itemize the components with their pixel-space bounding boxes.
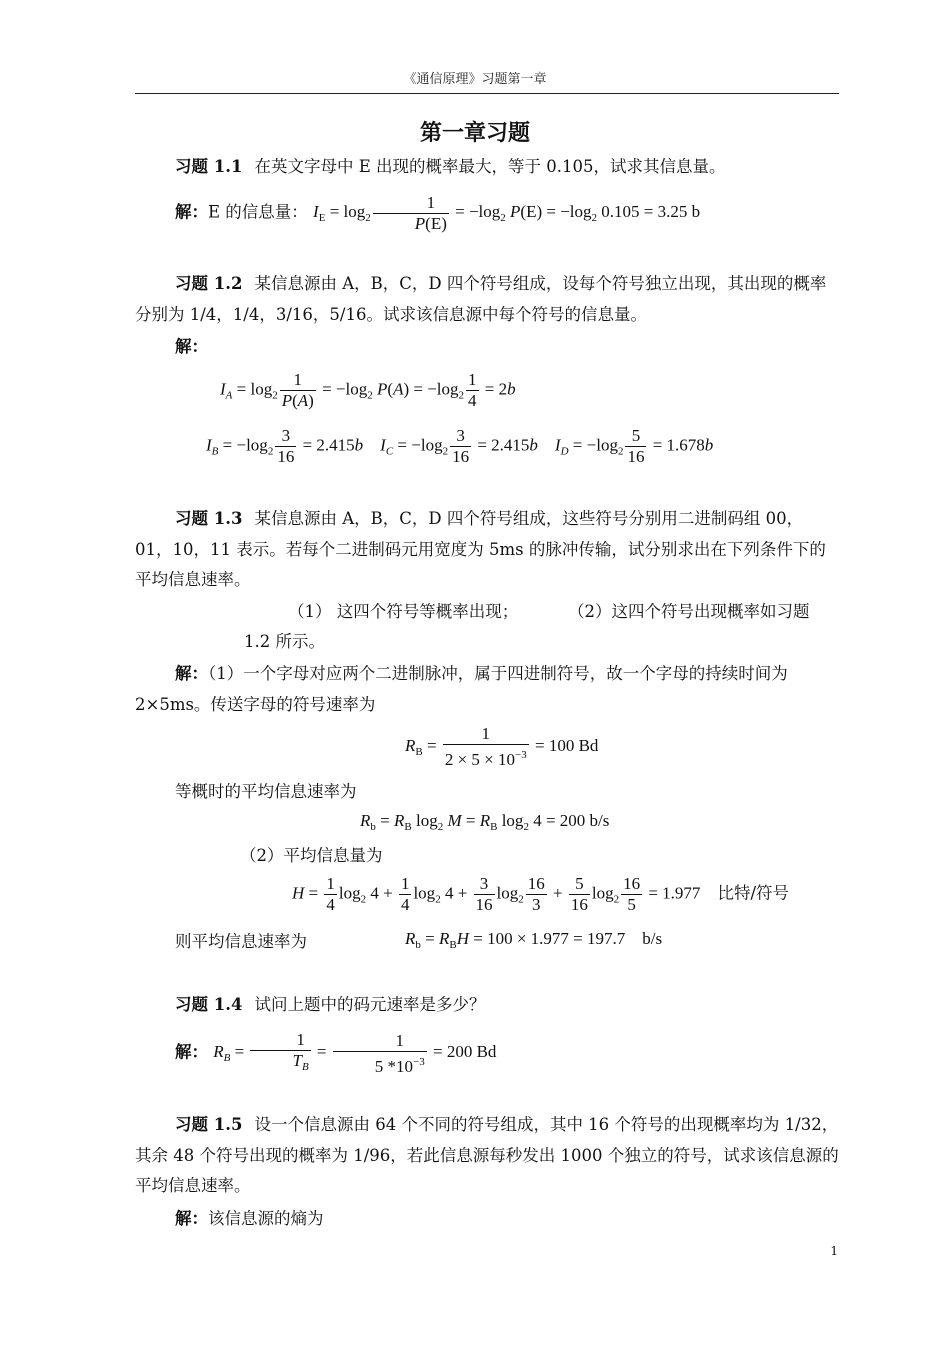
solution-1-1 [135,193,839,234]
equal-prob-text: 等概时的平均信息速率为 [175,782,357,801]
solution-label: 解： [175,1042,208,1062]
equation-ia: $I_A = \log_2$ $\frac{1}{P(A)}$ = $-\log_2$ $P(A) = -\log_2$ $\frac{1}{4}$ = 2b [220,370,516,410]
problem-text: 某信息源由 A，B，C，D 四个符号组成，设每个符号独立出现，其出现的概率分别为 1/4，1/4，3/16，5/16。试求该信息源中每个符号的信息量。 [135,274,827,324]
chapter-title: 第一章习题 [419,120,530,146]
equation-ib-ic-id: $I_B = -\log_2$ $\frac{3}{16}$ = 2.415b $I_C = -\log_2$ $\frac{3}{16}$ = 2.415b $I_D = -\log_2$ $\frac{5}{16}$ = 1.678b [206,426,714,466]
problem-text: 试问上题中的码元速率是多少？ [254,995,486,1014]
equation-h: H = $\frac{1}{4}$ $\log_2 4$ + $\frac{1}{4}$ $\log_2 4$ + $\frac{3}{16}$ $\log_2$ $\frac{16}{3}$ + $\frac{5}{16}$ $\log_2$ $\frac{16}{5}$ = 1.977 比特/符号 [292,874,789,914]
equation-rb-tb: $R_B$ = $\frac{1}{T_B}$ = $\frac{1}{5 *10^{-3}}$ = 200 Bd [213,1030,497,1076]
condition-2-cont: 1.2 所示。 [244,632,325,651]
solution-1-5 [135,1204,839,1235]
solution-1-4 [135,1030,839,1077]
solution-text: E 的信息量： [208,202,308,222]
equation-rb: $R_B$ = $\frac{1}{2 \times 5 \times 10^{-3}}$ = 100 Bd [405,724,599,769]
solution-1-2-label [135,332,839,363]
condition-1: （1） 这四个符号等概率出现； [288,602,519,621]
problem-text: 某信息源由 A，B，C，D 四个符号组成，这些符号分别用二进制码组 00，01，10，11 表示。若每个二进制码元用宽度为 5ms 的脉冲传输，试分别求出在下列条件下的平均信息速率。 [135,509,826,589]
equation-rb-info: $R_b = R_B$ $\log_2 M = R_B$ $\log_2 4 = 200$ b/s [360,811,610,833]
page-header: 《通信原理》习题第一章 [403,72,547,87]
bits-unit: 比特/符号 [717,883,789,903]
page-number: 1 [830,1244,838,1258]
solution-1-3 [135,659,839,720]
problem-1-3 [135,504,839,596]
problem-label: 习题 1.5 [175,1115,243,1134]
header-rule [135,93,839,94]
problem-text: 在英文字母中 E 出现的概率最大，等于 0.105，试求其信息量。 [254,157,726,176]
problem-1-4 [135,990,839,1021]
solution-label: 解： [175,202,208,222]
solution-text: 该信息源的熵为 [208,1209,324,1228]
problem-text: 设一个信息源由 64 个不同的符号组成，其中 16 个符号的出现概率均为 1/32，其余 48 个符号出现的概率为 1/96，若此信息源每秒发出 1000 个独立的符号，试求该信息源的平均信息速率。 [135,1115,839,1195]
problem-label: 习题 1.2 [175,274,243,293]
equation-ie: $I_E = \log_2$ $\frac{1}{P(E)}$ = $-\log_2$ $P(E) = -\log_2$ 0.105 = 3.25 b [313,193,701,233]
problem-1-5 [135,1110,839,1202]
problem-label: 习题 1.4 [175,995,243,1014]
problem-1-1 [135,152,839,183]
condition-2: （2）这四个符号出现概率如习题 [568,602,810,621]
problem-1-2 [135,269,839,330]
part-2-text: （2）平均信息量为 [240,846,383,865]
avg-rate-text: 则平均信息速率为 [175,932,307,951]
solution-label: 解： [175,1209,208,1228]
problem-label: 习题 1.1 [175,157,243,176]
solution-label: 解： [175,664,208,683]
problem-label: 习题 1.3 [175,509,243,528]
equation-rb-h: $R_b = R_BH = 100 \times 1.977 = 197.7$ b/s [405,929,663,951]
solution-text: （1）一个字母对应两个二进制脉冲，属于四进制符号，故一个字母的持续时间为 2×5ms。传送字母的符号速率为 [135,664,788,714]
solution-label: 解： [175,337,208,356]
